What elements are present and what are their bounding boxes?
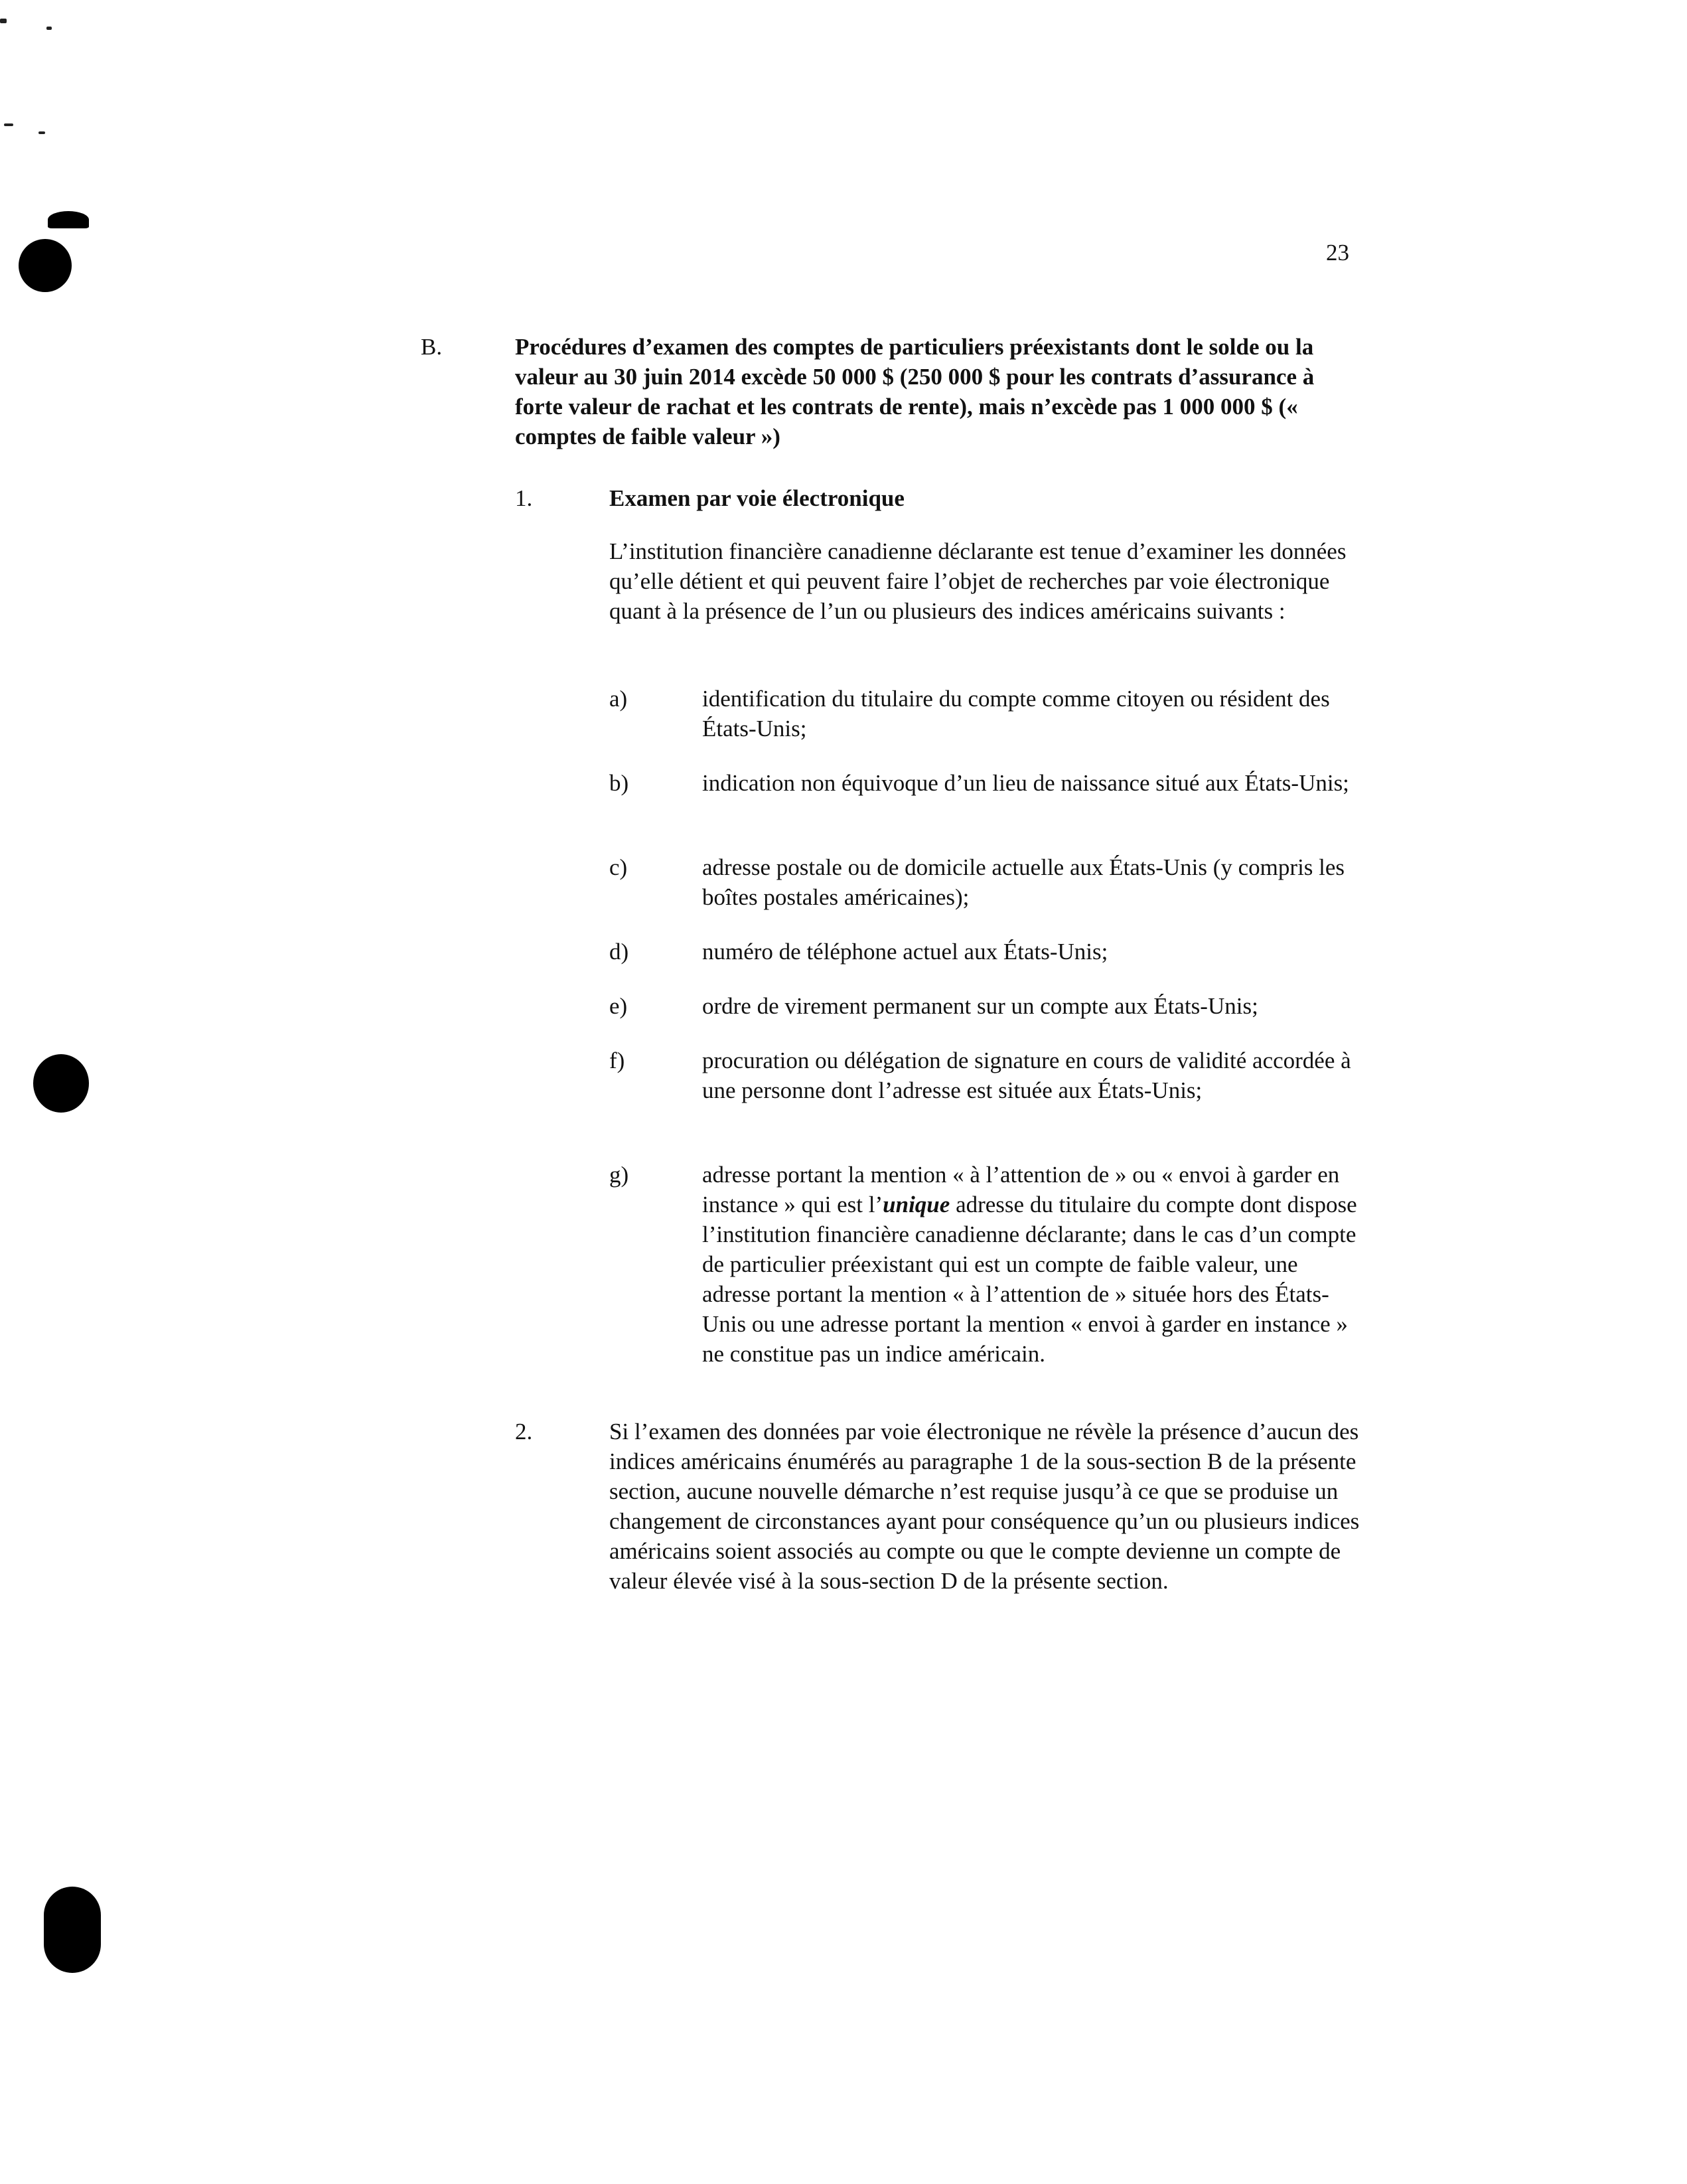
item-2-number: 2. xyxy=(515,1419,533,1444)
subitem-g-text-before: adresse portant la mention « à l’attention de » ou « envoi à garder en instance » qui est l’ xyxy=(702,1162,1340,1217)
item-1-heading: Examen par voie électronique xyxy=(609,485,905,511)
section-letter: B. xyxy=(421,334,443,360)
subitem-a-text: identification du titulaire du compte comme citoyen ou résident des États-Unis; xyxy=(702,686,1330,741)
subitem-f-text: procuration ou délégation de signature en cours de validité accordée à une personne dont l’adresse est située aux États-Unis; xyxy=(702,1048,1351,1103)
subitem-d-letter: d) xyxy=(609,939,629,965)
subitem-d-text: numéro de téléphone actuel aux États-Unis; xyxy=(702,939,1108,965)
subitem-g-letter: g) xyxy=(609,1162,629,1188)
subitem-c-text: adresse postale ou de domicile actuelle aux États-Unis (y compris les boîtes postales américaines); xyxy=(702,854,1345,910)
subitem-g-emphasis: unique xyxy=(883,1192,950,1217)
subitem-b-letter: b) xyxy=(609,770,629,796)
punch-hole-middle xyxy=(33,1054,89,1113)
subitem-f-letter: f) xyxy=(609,1048,625,1073)
scan-speck xyxy=(0,19,7,23)
page-number: 23 xyxy=(1326,240,1349,266)
section-title: Procédures d’examen des comptes de particuliers préexistants dont le solde ou la valeur au 30 juin 2014 excède 50 000 $ (250 000 $ pour les contrats d’assurance à forte valeur de rachat et les contrats de rente), mais n’excède pas 1 000 000 $ (« comptes de faible valeur ») xyxy=(515,334,1315,449)
scan-speck xyxy=(38,131,45,134)
subitem-e-text: ordre de virement permanent sur un compte aux États-Unis; xyxy=(702,993,1258,1019)
scan-speck xyxy=(46,27,52,30)
item-1-paragraph: L’institution financière canadienne déclarante est tenue d’examiner les données qu’elle détient et qui peuvent faire l’objet de recherches par voie électronique quant à la présence de l’un ou plusieurs des indices américains suivants : xyxy=(609,538,1347,624)
punch-hole-top xyxy=(19,239,72,292)
subitem-g-text-after: adresse du titulaire du compte dont dispose l’institution financière canadienne déclarante; dans le cas d’un compte de particulier préexistant qui est un compte de faible valeur, une adresse portant la mention « à l’attention de » située hors des États-Unis ou une adresse portant la mention « envoi à garder en instance » ne constitue pas un indice américain. xyxy=(702,1192,1357,1367)
scan-speck xyxy=(4,123,13,126)
item-1-number: 1. xyxy=(515,485,533,511)
subitem-a-letter: a) xyxy=(609,686,628,712)
subitem-c-letter: c) xyxy=(609,854,628,880)
punch-hole-top-fragment xyxy=(48,211,89,228)
subitem-b-text: indication non équivoque d’un lieu de naissance situé aux États-Unis; xyxy=(702,770,1349,796)
punch-hole-bottom xyxy=(44,1887,101,1973)
item-2-paragraph: Si l’examen des données par voie électronique ne révèle la présence d’aucun des indices américains énumérés au paragraphe 1 de la sous-section B de la présente section, aucune nouvelle démarche n’est requise jusqu’à ce que se produise un changement de circonstances ayant pour conséquence qu’un ou plusieurs indices américains soient associés au compte ou que le compte devienne un compte de valeur élevée visé à la sous-section D de la présente section. xyxy=(609,1419,1360,1594)
subitem-g-text xyxy=(702,1160,1366,1369)
subitem-e-letter: e) xyxy=(609,993,628,1019)
